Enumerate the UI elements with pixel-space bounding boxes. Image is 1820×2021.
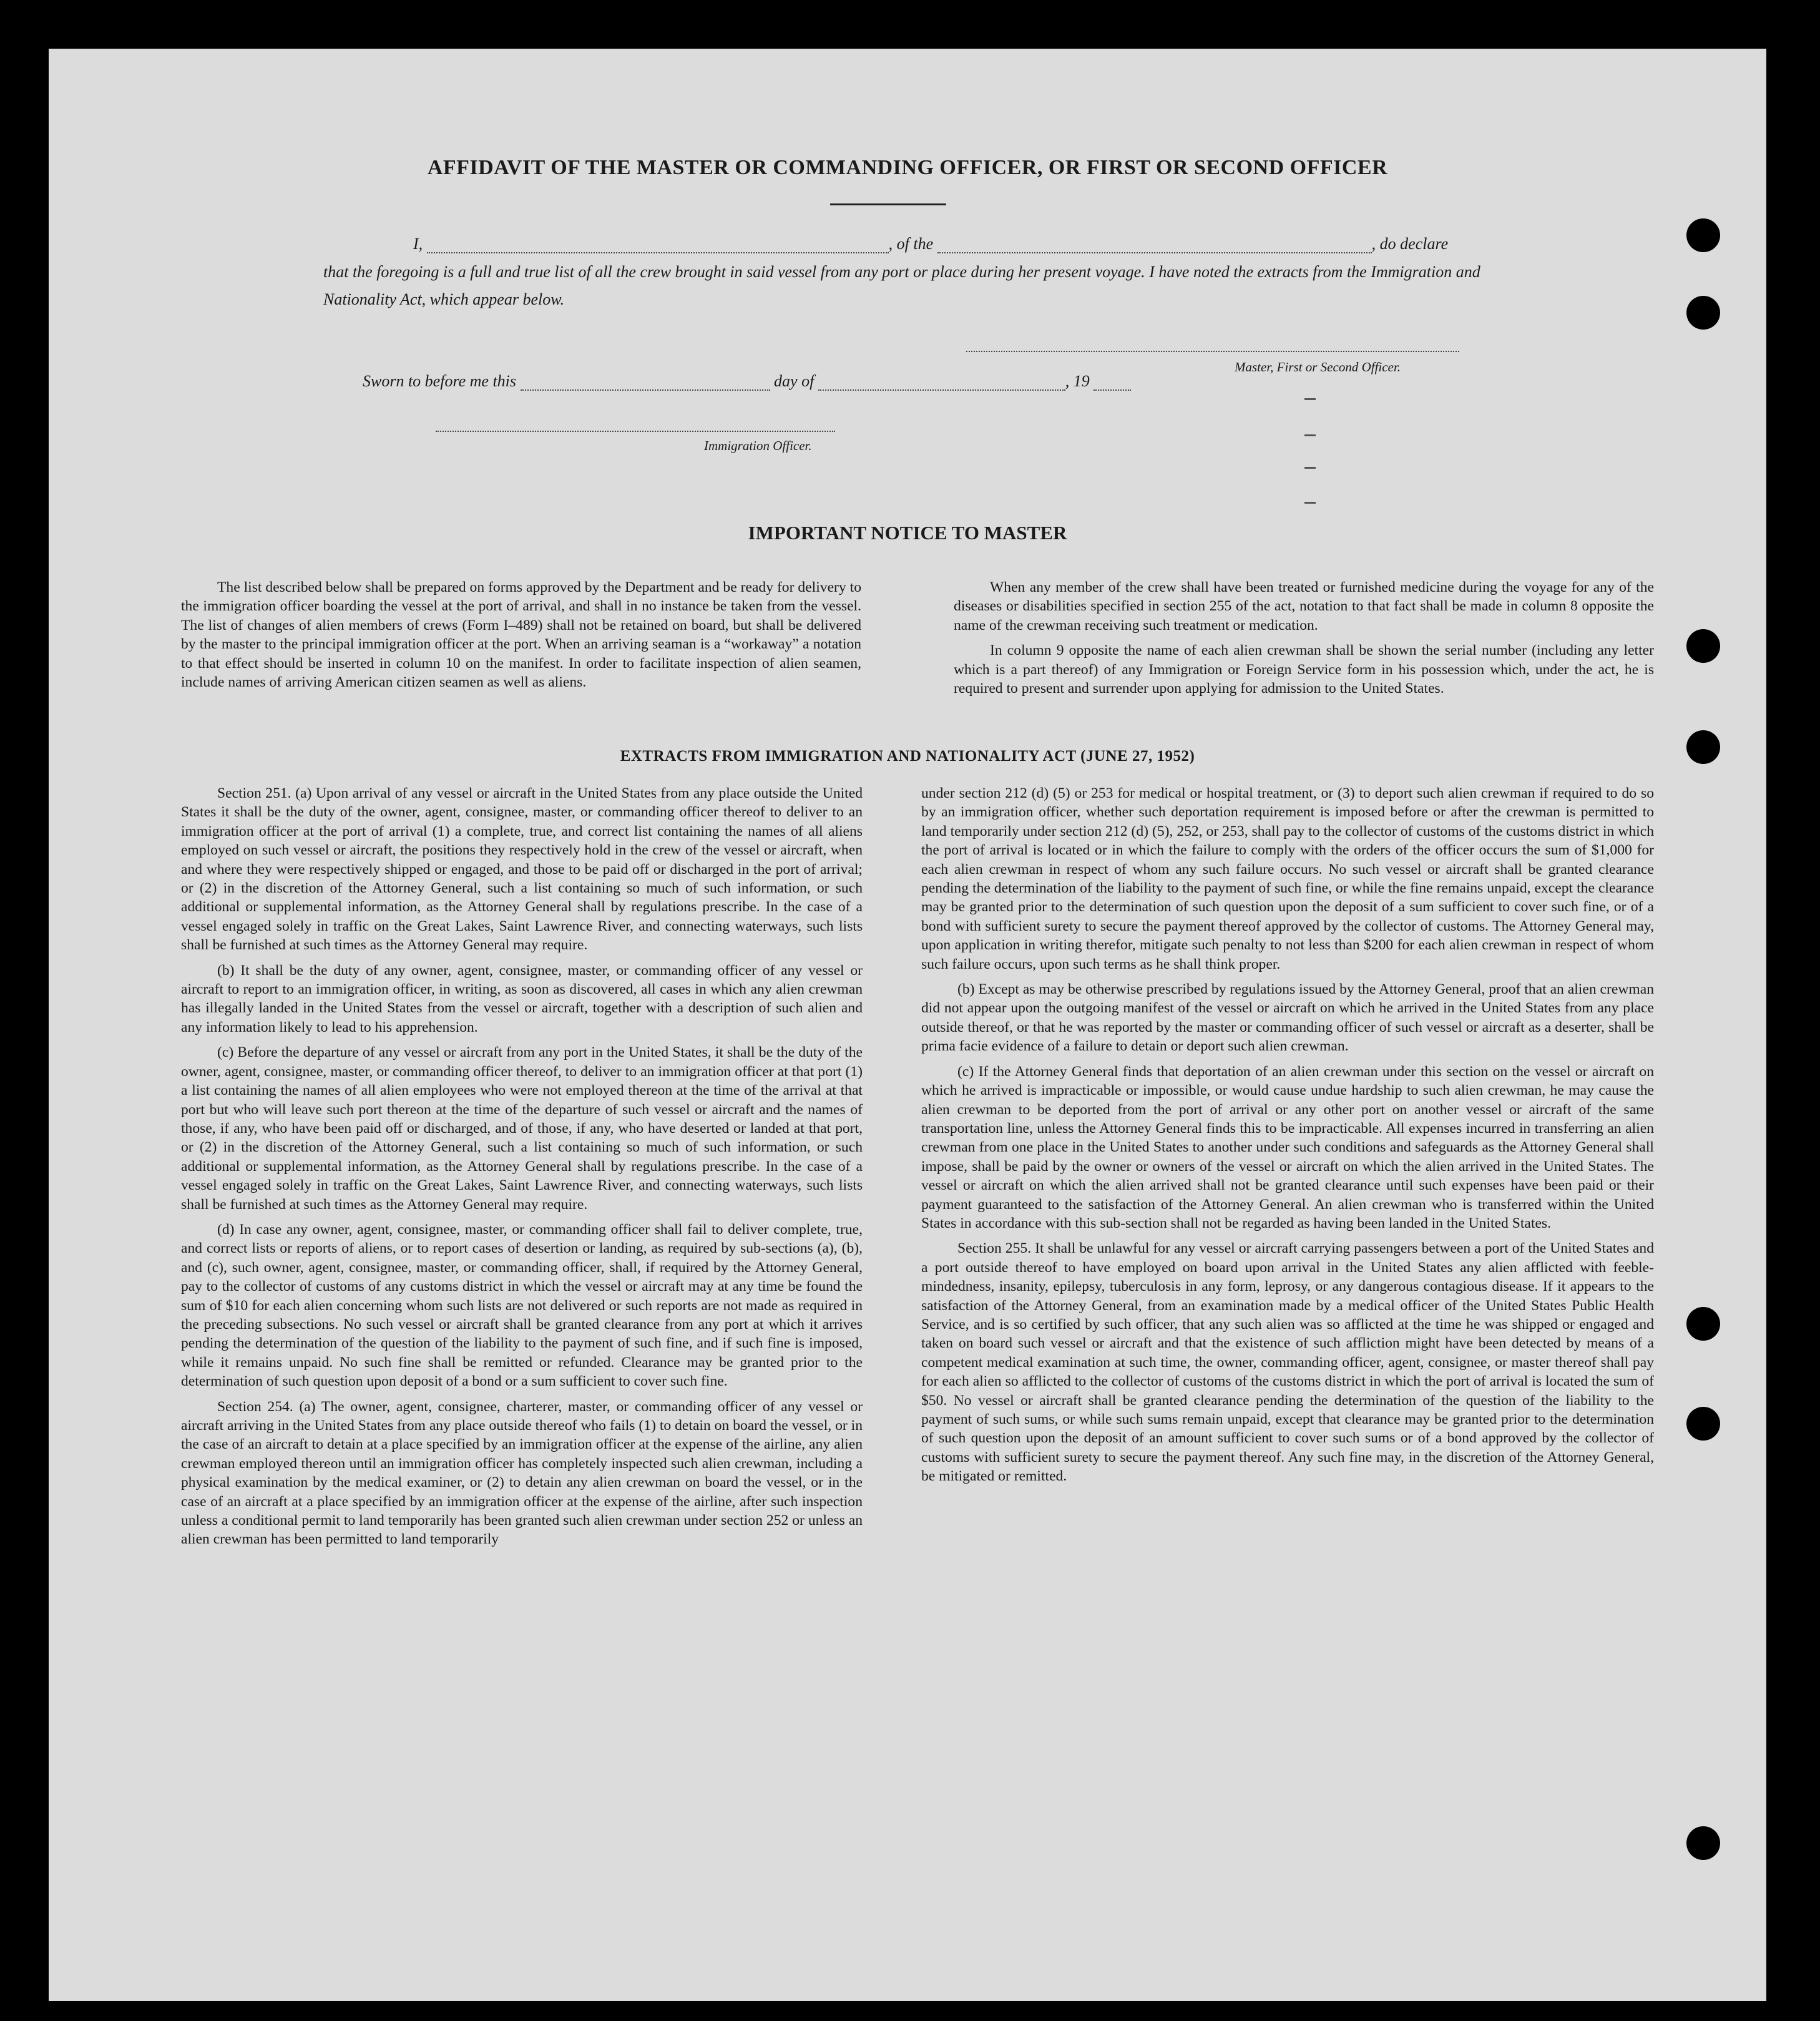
declaration-text-block [323,258,1509,313]
master-caption: Master, First or Second Officer. [1235,360,1401,374]
master-signature-line[interactable] [966,351,1459,352]
section-251a: Section 251. (a) Upon arrival of any vessel or aircraft in the United States from any place outside the United States it shall be the duty of the owner, agent, consignee, master, or commanding officer thereof to deliver to an immigration officer at the port of arrival (1) a complete, true, and correct list containing the names of all aliens employed on such vessel or aircraft, the positions they respectively hold in the crew of the vessel or aircraft, when and where they were respectively shipped or engaged, and those to be paid off or discharged in the port of arrival; or (2) in the discretion of the Attorney General, such a list containing so much of such information, or such additional or supplemental information, as the Attorney General shall by regulations prescribe. In the case of a vessel engaged solely in traffic on the Great Lakes, Saint Lawrence River, and connecting waterways, such lists shall be furnished at such times as the Attorney General may require. [181,785,863,954]
punch-hole [1686,218,1720,252]
section-254a: Section 254. (a) The owner, agent, consignee, charterer, master, or commanding officer of any vessel or aircraft arriving in the United States from any place outside thereof who fails (1) to detain on board the vessel, or in the case of an aircraft to detain at a place specified by an immigration officer at the expense of the airline, any alien crewman employed thereon until an immigration officer has completely inspected such alien crewman, including a physical examination by the medical examiner, or (2) to detain any alien crewman on board the vessel, or in the case of an aircraft at a place specified by an immigration officer at the expense of the airline, after such inspection unless a conditional permit to land temporarily has been granted such alien crewman under section 252 or unless an alien crewman has been permitted to land temporarily [181,1398,863,1548]
section-251b: (b) It shall be the duty of any owner, agent, consignee, master, or commanding officer of any vessel or aircraft to report to an immigration officer, in writing, as soon as discovered, all cases in which any alien crewman has illegally landed in the United States from the vessel or aircraft, together with a description of such alien and any information likely to lead to his apprehension. [181,962,863,1035]
scan-mark [1304,502,1316,504]
section-251c: (c) Before the departure of any vessel or aircraft from any port in the United States, it shall be the duty of the owner, agent, consignee, master, or commanding officer thereof, to deliver to an immigration officer at that port (1) a list containing the names of all alien employees who were not employed thereon at the time of the arrival at that port but who will leave such port thereon at the time of the departure of such vessel or aircraft and the names of those, if any, who have been paid off or discharged, and of those, if any, who have deserted or landed at that port, or (2) in the discretion of the Attorney General, such a list containing so much of such information, or such additional or supplemental information, as the Attorney General shall by regulations prescribe. In the case of a vessel engaged solely in traffic on the Great Lakes, Saint Lawrence River, and connecting waterways, such lists shall be furnished at such times as the Attorney General may require. [181,1044,863,1213]
scan-mark [1304,467,1316,469]
notice-paragraph: When any member of the crew shall have been treated or furnished medicine during the voyage for any of the diseases or disabilities specified in section 255 of the act, notation to that fact shall be made in column 8 opposite the name of the crewman receiving such treatment or medication. [954,579,1654,634]
notice-paragraph: In column 9 opposite the name of each alien crewman shall be shown the serial number (including any letter which is a part thereof) of any Immigration or Foreign Service form in his possession which, under the act, he is required to present and surrender upon applying for admission to the United States. [954,642,1654,697]
declaration-line [323,235,1522,260]
i-label: I, [413,235,423,253]
extracts-left-column [181,784,863,1555]
notice-title: IMPORTANT NOTICE TO MASTER [748,522,1067,544]
section-251d: (d) In case any owner, agent, consignee, master, or commanding officer shall fail to deliver complete, true, and correct lists or reports of aliens, or to report cases of desertion or landing, as required by sub-sections (a), (b), and (c), such owner, agent, consignee, master, or commanding officer, shall, if required by the Attorney General, pay to the collector of customs of any customs district in which the vessel or aircraft may at any time be found the sum of $10 for each alien concerning whom such lists are not delivered or such reports are not made as required in the preceding subsections. No such vessel or aircraft shall be granted clearance from any port at which it arrives pending the determination of the question of the liability to the payment of such fine, and if such fine is imposed, while it remains unpaid. No such fine shall be remitted or refunded. Clearance may be granted prior to the determination of such question upon deposit of a bond or a sum sufficient to cover such fine. [181,1221,863,1390]
section-254a-continued: under section 212 (d) (5) or 253 for medical or hospital treatment, or (3) to deport such alien crewman if required to do so by an immigration officer, whether such deportation requirement is imposed before or after the crewman is permitted to land temporarily under section 212 (d) (5), 252, or 253, shall pay to the collector of customs of the customs district in which the port of arrival is located or in which the failure to comply with the orders of the officer occurs the sum of $1,000 for each alien crewman in respect of whom any such failure occurs. No such vessel or aircraft shall be granted clearance pending the determination of the liability to the payment of such fine, or while the fine remains unpaid, except the clearance may be granted prior to the determination of such question upon the deposit of a sum sufficient to cover such fine, or of a bond with sufficient surety to secure the payment thereof approved by the collector of customs. The Attorney General may, upon application in writing therefor, mitigate such penalty to not less than $200 for each alien crewman in respect of whom such failure occurs, upon such terms as he shall think proper. [921,785,1654,972]
sworn-line [363,372,1561,391]
notice-left-column [181,578,861,698]
of-the-label: , of the [888,235,934,253]
declaration-text: that the foregoing is a full and true list of all the crew brought in said vessel from any port or place during her present voyage. I have noted the extracts from the Immigration and Nationality Act, which appear below. [323,263,1480,308]
officer-signature-line[interactable] [436,431,835,432]
section-254c: (c) If the Attorney General finds that deportation of an alien crewman under this section on the vessel or aircraft on which he arrived is impracticable or impossible, or would cause undue hardship to such alien crewman, he may cause the alien crewman to be deported from the port of arrival or any other port on another vessel or aircraft of the same transportation line, unless the Attorney General finds this to be impracticable. All expenses incurred in transferring an alien crewman from one place in the United States to another under such conditions and safeguards as the Attorney General shall impose, shall be paid by the owner or owners of the vessel or aircraft on which the alien arrived in the United States. The vessel or aircraft on which the alien arrived shall not be granted clearance until such expenses have been paid or their payment guaranteed to the satisfaction of the Attorney General. An alien crewman who is transferred within the United States in accordance with this sub-section shall not be regarded as having been landed in the United States. [921,1063,1654,1231]
sworn-year-field[interactable] [1093,374,1131,391]
section-254b: (b) Except as may be otherwise prescribed by regulations issued by the Attorney General, proof that an alien crewman did not appear upon the outgoing manifest of the vessel or aircraft on which he arrived in the United States from any place outside thereof, or that he was reported by the master or commanding officer of such vessel or aircraft as a deserter, shall be prima facie evidence of a failure to detain or deport such alien crewman. [921,981,1654,1055]
punch-hole [1686,1826,1720,1860]
sworn-label: Sworn to before me this [363,372,517,390]
notice-paragraph: The list described below shall be prepared on forms approved by the Department and be ready for delivery to the immigration officer boarding the vessel at the port of arrival, and shall in no instance be taken from the vessel. The list of changes of alien members of crews (Form I–489) shall not be retained on board, but shall be delivered by the master to the principal immigration officer at the port. When an arriving seaman is a “workaway” a notation to that effect should be inserted in column 10 on the manifest. In order to facilitate inspection of alien seamen, include names of arriving American citizen seamen as well as aliens. [181,579,861,691]
do-declare-label: , do declare [1371,235,1449,253]
punch-hole [1686,730,1720,764]
punch-hole [1686,629,1720,663]
name-field[interactable] [427,237,889,253]
affidavit-title: AFFIDAVIT OF THE MASTER OR COMMANDING OFFICER, OR FIRST OR SECOND OFFICER [427,156,1388,179]
notice-right-column [954,578,1654,704]
section-255: Section 255. It shall be unlawful for any vessel or aircraft carrying passengers between a port of the United States and a port outside thereof to have employed on board upon arrival in the United States any alien afflicted with feeble-mindedness, insanity, epilepsy, tuberculosis in any form, leprosy, or any dangerous contagious disease. If it appears to the satisfaction of the Attorney General, from an examination made by a medical officer of the United States Public Health Service, and is so certified by such officer, that any such alien was so afflicted at the time he was shipped or engaged and taken on board such vessel or aircraft and that the existence of such affliction might have been detected by means of a competent medical examination at such time, the owner, commanding officer, agent, consignee, or master thereof shall pay for each alien so afflicted to the collector of customs of the customs district in which the port of arrival is located the sum of $50. No vessel or aircraft shall be granted clearance pending the determination of the question of the liability to the payment of such sums, or while such sums remain unpaid, except that clearance may be granted prior to the determination of such question upon the deposit of an amount sufficient to cover such sums or of a bond approved by the collector of customs with sufficient surety to secure the payment thereof. Any such fine may, in the discretion of the Attorney General, be mitigated or remitted. [921,1240,1654,1485]
punch-hole [1686,1307,1720,1341]
scan-mark [1304,434,1316,436]
sworn-month-field[interactable] [818,374,1065,391]
document-page [49,49,1766,2001]
day-of-label: day of [774,372,815,390]
extracts-title: EXTRACTS FROM IMMIGRATION AND NATIONALITY ACT (JUNE 27, 1952) [620,748,1195,765]
punch-hole [1686,296,1720,330]
punch-hole [1686,1407,1720,1441]
officer-caption: Immigration Officer. [704,438,812,453]
year-label: , 19 [1065,372,1090,390]
scan-mark [1304,398,1316,400]
sworn-day-field[interactable] [521,374,770,391]
title-underline [830,203,946,205]
vessel-field[interactable] [937,237,1372,253]
extracts-right-column [921,784,1654,1492]
